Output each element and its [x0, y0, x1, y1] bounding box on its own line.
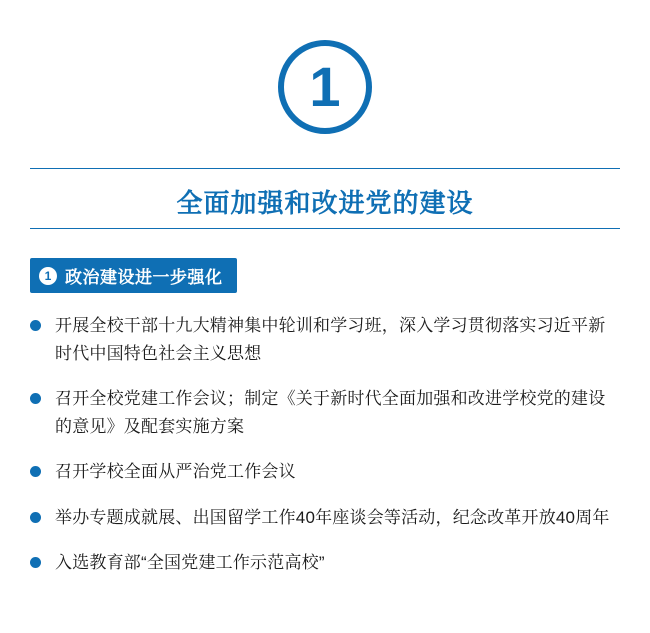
- title-divider-top: [30, 168, 620, 169]
- list-item-text: 召开学校全面从严治党工作会议: [55, 462, 296, 482]
- list-item: [30, 549, 622, 577]
- section-number-badge: [278, 40, 372, 134]
- bullet-dot-icon: [30, 512, 41, 523]
- bullet-dot-icon: [30, 320, 41, 331]
- title-divider-bottom: [30, 228, 620, 229]
- section-number-badge-container: [0, 0, 650, 134]
- bullet-dot-icon: [30, 393, 41, 404]
- section-number: 1: [309, 55, 341, 118]
- list-item: [30, 504, 622, 532]
- list-item-text: 举办专题成就展、出国留学工作40年座谈会等活动，纪念改革开放40周年: [55, 507, 610, 527]
- list-item-text: 开展全校干部十九大精神集中轮训和学习班，深入学习贯彻落实习近平新时代中国特色社会主义思想: [55, 316, 606, 363]
- bullet-list: [30, 312, 622, 577]
- list-item: [30, 458, 622, 486]
- bullet-dot-icon: [30, 466, 41, 477]
- list-item: [30, 312, 622, 367]
- list-item-text: 召开全校党建工作会议；制定《关于新时代全面加强和改进学校党的建设的意见》及配套实施方案: [55, 389, 606, 436]
- subsection-index-badge: 1: [39, 267, 57, 285]
- subsection-title: 政治建设进一步强化: [65, 268, 223, 287]
- list-item-text: 入选教育部“全国党建工作示范高校”: [55, 553, 325, 573]
- bullet-dot-icon: [30, 557, 41, 568]
- page-title: 全面加强和改进党的建设: [176, 188, 474, 218]
- subsection-heading: [30, 258, 237, 293]
- list-item: [30, 385, 622, 440]
